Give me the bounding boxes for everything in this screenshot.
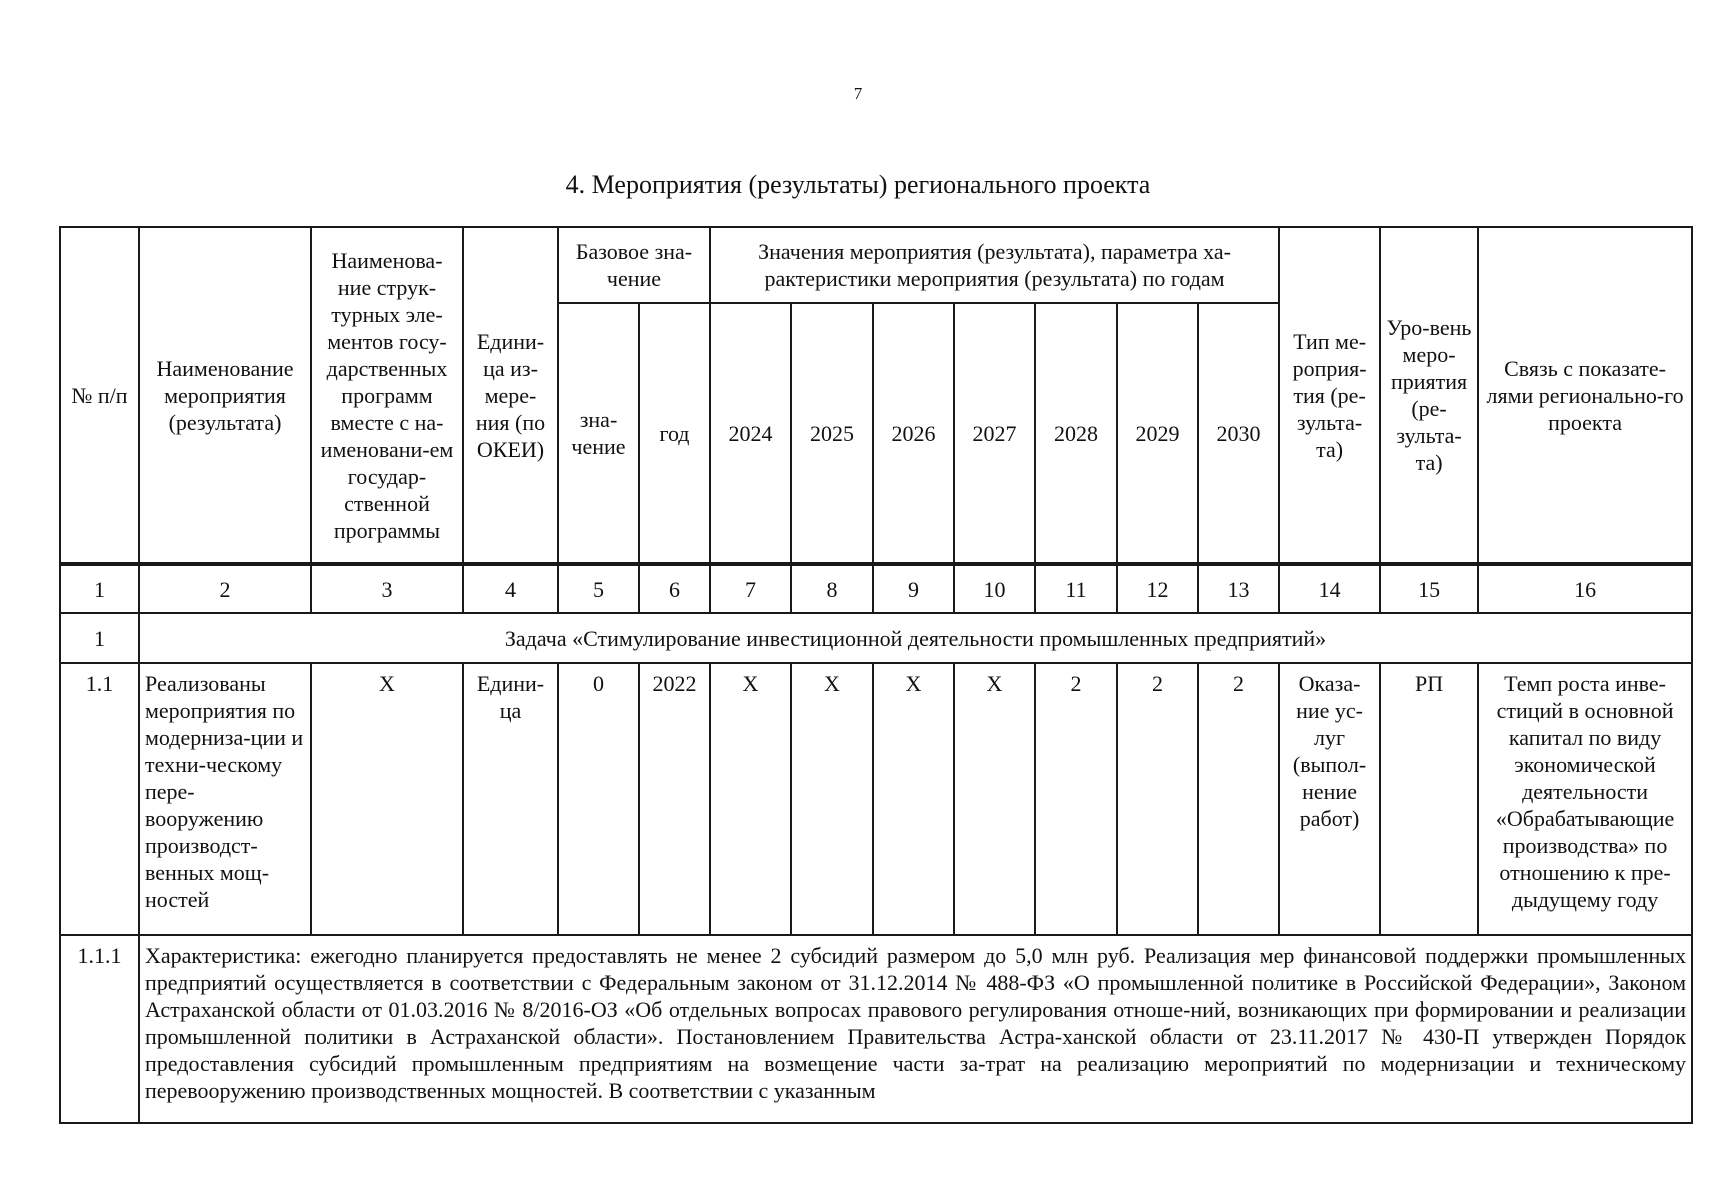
column-number: 11 xyxy=(1035,564,1117,613)
row-num: 1.1 xyxy=(60,663,139,935)
header-year: 2028 xyxy=(1035,303,1117,564)
row-value-2028: 2 xyxy=(1035,663,1117,935)
header-name: Наименование мероприятия (результата) xyxy=(139,227,311,564)
characteristic-text: Характеристика: ежегодно планируется предоставлять не менее 2 субсидий размером до 5,0 млн руб. Реализация мер финансовой поддержки промышленных предприятий осуществляется в соответствии с Федеральным законом от 31.12.2014 № 488-ФЗ «О промышленной политике в Российской Федерации», Законом Астраханской области от 01.03.2016 № 8/2016-ОЗ «Об отдельных вопросах правового регулирования отноше-ний, возникающих при формировании и реализации промышленной политики в Астраханской области». Постановлением Правительства Астра-ханской области от 23.11.2017 № 430-П утвержден Порядок предоставления субсидий промышленным предприятиям на возмещение части за-трат на реализацию мероприятий по модернизации и техническому перевооружению производственных мощностей. В соответствии с указанным xyxy=(139,935,1692,1123)
column-number: 3 xyxy=(311,564,463,613)
task-num: 1 xyxy=(60,613,139,663)
header-year: 2025 xyxy=(791,303,873,564)
row-name: Реализованы мероприятия по модерниза-ции и техни-ческому пере-вооружению производст-венных мощ-ностей xyxy=(139,663,311,935)
column-number: 5 xyxy=(558,564,639,613)
row-level: РП xyxy=(1380,663,1478,935)
row-value-2025: X xyxy=(791,663,873,935)
header-link: Связь с показате-лями регионально-го проекта xyxy=(1478,227,1692,564)
column-number: 10 xyxy=(954,564,1035,613)
header-base: Базовое зна-чение xyxy=(558,227,710,303)
column-number: 1 xyxy=(60,564,139,613)
column-number: 2 xyxy=(139,564,311,613)
page-number: 7 xyxy=(853,84,863,103)
header-year: 2030 xyxy=(1198,303,1279,564)
column-number: 14 xyxy=(1279,564,1380,613)
row-value-2026: X xyxy=(873,663,954,935)
header-base-value: зна-чение xyxy=(558,303,639,564)
header-base-year: год xyxy=(639,303,710,564)
column-number: 12 xyxy=(1117,564,1198,613)
row-link: Темп роста инве-стиций в основной капитал по виду экономической деятельности «Обрабатывающие производства» по отношению к пре-дыдущему году xyxy=(1478,663,1692,935)
column-number: 4 xyxy=(463,564,558,613)
column-number: 9 xyxy=(873,564,954,613)
column-number: 8 xyxy=(791,564,873,613)
header-struct: Наименова-ние струк-турных эле-ментов госу-дарственных программ вместе с на-именовани-ем государ-ственной программы xyxy=(311,227,463,564)
task-text: Задача «Стимулирование инвестиционной деятельности промышленных предприятий» xyxy=(139,613,1692,663)
row-base-value: 0 xyxy=(558,663,639,935)
header-year: 2024 xyxy=(710,303,791,564)
column-number: 6 xyxy=(639,564,710,613)
characteristic-row xyxy=(60,935,1692,1123)
header-level: Уро-вень меро-приятия (ре-зульта-та) xyxy=(1380,227,1478,564)
table-row xyxy=(60,663,1692,935)
header-years-group: Значения мероприятия (результата), параметра ха-рактеристики мероприятия (результата) по годам xyxy=(710,227,1279,303)
column-number: 7 xyxy=(710,564,791,613)
row-unit: Едини-ца xyxy=(463,663,558,935)
header-year: 2027 xyxy=(954,303,1035,564)
header-num: № п/п xyxy=(60,227,139,564)
column-numbers-row xyxy=(60,564,1692,613)
header-unit: Едини-ца из-мере-ния (по ОКЕИ) xyxy=(463,227,558,564)
header-year: 2026 xyxy=(873,303,954,564)
row-struct: X xyxy=(311,663,463,935)
row-base-year: 2022 xyxy=(639,663,710,935)
column-number: 15 xyxy=(1380,564,1478,613)
row-value-2030: 2 xyxy=(1198,663,1279,935)
row-value-2024: X xyxy=(710,663,791,935)
row-value-2027: X xyxy=(954,663,1035,935)
header-type: Тип ме-роприя-тия (ре-зульта-та) xyxy=(1279,227,1380,564)
events-table xyxy=(59,226,1693,1124)
column-number: 16 xyxy=(1478,564,1692,613)
column-number: 13 xyxy=(1198,564,1279,613)
header-year: 2029 xyxy=(1117,303,1198,564)
task-row xyxy=(60,613,1692,663)
section-title: 4. Мероприятия (результаты) регионального проекта xyxy=(565,170,1151,199)
header-row xyxy=(60,227,1692,303)
characteristic-num: 1.1.1 xyxy=(60,935,139,1123)
row-value-2029: 2 xyxy=(1117,663,1198,935)
row-type: Оказа-ние ус-луг (выпол-нение работ) xyxy=(1279,663,1380,935)
